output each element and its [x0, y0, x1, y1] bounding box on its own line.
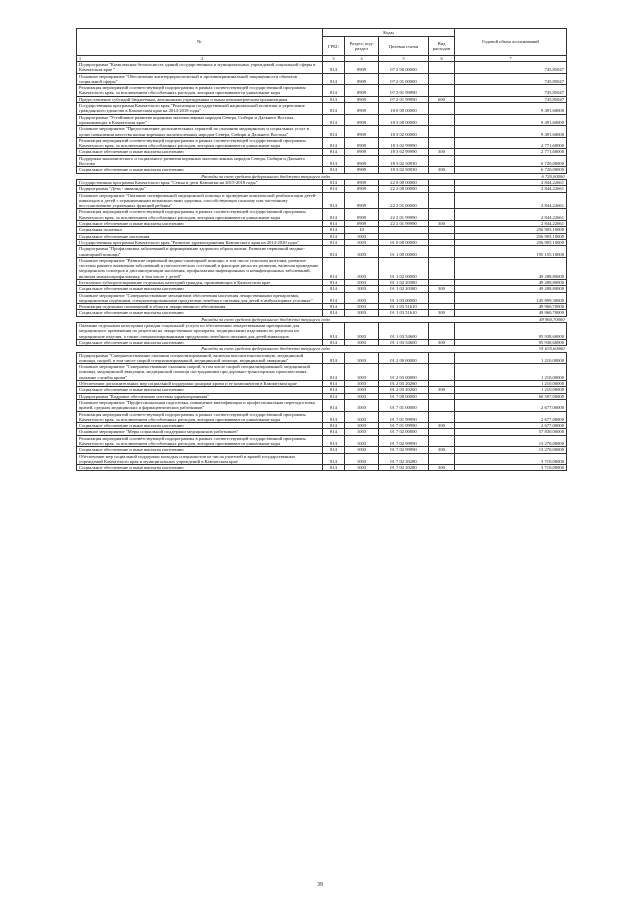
row-expense-type: 300 [429, 447, 455, 453]
row-sum: 745,85047 [455, 96, 567, 102]
row-expense-type: 300 [429, 339, 455, 345]
row-grbs: 814 [323, 423, 345, 429]
row-sum: 2 844,22661 [455, 179, 567, 185]
row-razdel: 0909 [345, 137, 379, 149]
row-target-article: 01 7 02 20280 [379, 465, 429, 471]
row-sum: 256 905,10000 [455, 233, 567, 239]
row-razdel: 1003 [345, 435, 379, 447]
row-grbs: 814 [323, 387, 345, 393]
row-target-article: 01 1 02 20380 [379, 279, 429, 285]
row-grbs: 814 [323, 453, 345, 465]
row-expense-type [429, 137, 455, 149]
table-row [77, 323, 567, 340]
row-razdel: 1003 [345, 429, 379, 435]
row-grbs: 814 [323, 209, 345, 221]
row-target-article: 01 1 00 00000 [379, 246, 429, 258]
row-sum: 1 210,00000 [455, 387, 567, 393]
table-row [77, 62, 567, 74]
row-target-article: 01 7 02 99990 [379, 435, 429, 447]
note-text: Расходы за счет средств федерального бюджета текущего года [77, 316, 455, 322]
row-sum: 2 844,22661 [455, 192, 567, 209]
row-razdel: 1003 [345, 246, 379, 258]
row-sum: 95 938,60000 [455, 339, 567, 345]
row-target-article: 01 7 02 20280 [379, 453, 429, 465]
row-name: Государственная программа Камчатского края "Развитие здравоохранения Камчатского края на 2014-2020 годы" [77, 239, 323, 245]
table-row [77, 103, 567, 115]
row-expense-type: 300 [429, 387, 455, 393]
row-expense-type [429, 192, 455, 209]
row-razdel: 1003 [345, 339, 379, 345]
row-name: Социальное обеспечение и иные выплаты населению [77, 447, 323, 453]
row-name: Государственная программа Камчатского края "Реализация государственной национальной политики и укрепление гражданского единства в Камчатском крае на 2014-2018 годы" [77, 103, 323, 115]
table-row [77, 126, 567, 138]
row-name: Социальное обеспечение и иные выплаты населению [77, 465, 323, 471]
row-razdel: 1003 [345, 381, 379, 387]
row-expense-type [429, 114, 455, 126]
row-expense-type [429, 435, 455, 447]
row-target-article: 07 2 01 00000 [379, 73, 429, 85]
row-target-article: 01 1 03 51610 [379, 304, 429, 310]
note-sum: 49 960,70000 [455, 316, 567, 322]
row-name: Реализация мероприятий соответствующей подпрограммы в рамках соответствующей государственной программы Камчатского края, за исключением обособленных расходов, которым присваиваются уникальные коды [77, 85, 323, 97]
row-name: Основное мероприятие "Совершенствование оказания скорой, в том числе скорой специализированной, медицинской помощи, медицинской эвакуации, медицинской помощи пострадавшим при дорожно-транспортных происшествиях, оказание службы крови" [77, 364, 323, 381]
row-sum: 2 844,22661 [455, 186, 567, 192]
header-cs: Целевая статья [379, 37, 429, 56]
row-expense-type: 300 [429, 149, 455, 155]
row-expense-type [429, 103, 455, 115]
row-sum: 1 210,00000 [455, 352, 567, 364]
row-target-article: 01 2 03 20260 [379, 381, 429, 387]
row-target-article: 18 3 00 00000 [379, 114, 429, 126]
row-sum: 256 905,10000 [455, 227, 567, 233]
row-grbs: 814 [323, 62, 345, 74]
row-sum: 256 905,10000 [455, 239, 567, 245]
row-grbs: 814 [323, 114, 345, 126]
row-name: Социальное обеспечение и иные выплаты населению [77, 387, 323, 393]
row-target-article: 07 2 01 99990 [379, 96, 429, 102]
row-name: Реализация мероприятий соответствующей подпрограммы в рамках соответствующей государственной программы Камчатского края, за исключением обособленных расходов, которым присваиваются уникальные коды [77, 209, 323, 221]
row-razdel: 0909 [345, 179, 379, 185]
row-name: Подпрограмма "Дети - инвалиды" [77, 186, 323, 192]
row-name: Основное мероприятие "Обеспечение антитеррористической и противокриминальной защищенности объектов социальной сферы" [77, 73, 323, 85]
row-razdel: 0909 [345, 114, 379, 126]
column-index-1: 1 [79, 56, 82, 61]
row-expense-type: 300 [429, 465, 455, 471]
row-name: Бесплатное зубопротезирование отдельных категорий граждан, проживающих в Камчатском крае [77, 279, 323, 285]
row-grbs: 814 [323, 192, 345, 209]
row-sum: 1 210,00000 [455, 381, 567, 387]
row-razdel: 1003 [345, 411, 379, 423]
table-row [77, 465, 567, 471]
row-sum: 49 960,70000 [455, 304, 567, 310]
row-name: Социальное обеспечение и иные выплаты населению [77, 423, 323, 429]
row-name: Подпрограмма "Совершенствование оказания специализированной, включая высокотехнологичную, медицинской помощи, скорой, в том числе скорой специализированной, медицинской помощи, медицинской эвакуации" [77, 352, 323, 364]
row-target-article: 01 1 03 54600 [379, 323, 429, 340]
row-target-article: 18 3 02 99990 [379, 149, 429, 155]
row-grbs: 814 [323, 435, 345, 447]
row-expense-type: 300 [429, 286, 455, 292]
table-row [77, 137, 567, 149]
row-razdel: 1003 [345, 364, 379, 381]
row-name: Поддержка экономического и социального развития коренных малочисленных народов Севера, Сибири и Дальнего Востока [77, 155, 323, 167]
row-target-article: 07 2 00 00000 [379, 62, 429, 74]
row-sum: 2 844,22661 [455, 221, 567, 227]
header-num: № [77, 29, 323, 56]
row-grbs: 814 [323, 323, 345, 340]
row-name: Предоставление субсидий бюджетным, автономным учреждениям и иным некоммерческим организациям [77, 96, 323, 102]
row-name: Социальное обеспечение и иные выплаты населению [77, 221, 323, 227]
row-expense-type [429, 399, 455, 411]
row-name: Основное мероприятие "Меры социальной поддержки медицинских работников" [77, 429, 323, 435]
row-grbs: 814 [323, 279, 345, 285]
row-grbs: 814 [323, 465, 345, 471]
row-expense-type: 300 [429, 221, 455, 227]
row-target-article: 01 7 02 00000 [379, 429, 429, 435]
row-razdel: 0909 [345, 126, 379, 138]
row-target-article: 01 2 00 00000 [379, 352, 429, 364]
row-target-article: 01 0 00 00000 [379, 239, 429, 245]
row-name: Социальная политика [77, 227, 323, 233]
note-text: Расходы за счет средств федерального бюджета текущего года [77, 346, 455, 352]
row-name: Социальное обеспечение и иные выплаты населению [77, 149, 323, 155]
row-expense-type [429, 85, 455, 97]
row-razdel: 0909 [345, 149, 379, 155]
row-grbs: 814 [323, 292, 345, 304]
row-sum: 6 720,00000 [455, 155, 567, 167]
row-razdel: 0909 [345, 155, 379, 167]
row-target-article: 18 3 02 50930 [379, 155, 429, 167]
row-target-article: 18 3 02 00000 [379, 126, 429, 138]
row-sum: 745,85047 [455, 85, 567, 97]
row-name: Оказание отдельным категориям граждан социальной услуги по обеспечению лекарственными препаратами для медицинского применения по рецептам на лекарственные препараты, медицинскими изделиями по рецептам на медицинские изделия, а также специализированными продуктами лечебного питания для детей-инвалидов [77, 323, 323, 340]
row-razdel: 1003 [345, 292, 379, 304]
row-grbs: 814 [323, 73, 345, 85]
row-sum: 3 710,00000 [455, 465, 567, 471]
row-grbs: 814 [323, 186, 345, 192]
row-target-article: 01 7 02 99990 [379, 447, 429, 453]
row-expense-type [429, 257, 455, 279]
row-expense-type: 600 [429, 96, 455, 102]
row-target-article: 22 2 01 99990 [379, 221, 429, 227]
row-name: Социальное обеспечение и иные выплаты населению [77, 286, 323, 292]
row-razdel: 1003 [345, 239, 379, 245]
row-grbs: 814 [323, 352, 345, 364]
row-grbs: 814 [323, 103, 345, 115]
row-expense-type [429, 453, 455, 465]
row-target-article: 01 7 00 00000 [379, 393, 429, 399]
row-sum: 49 288,80000 [455, 286, 567, 292]
note-sum: 6 720,00000 [455, 173, 567, 179]
row-name: Обеспечение дополнительных мер социальной поддержки донорам крови и ее компонентов в Камчатском крае [77, 381, 323, 387]
row-grbs: 814 [323, 155, 345, 167]
row-target-article: 01 7 01 99990 [379, 423, 429, 429]
row-grbs: 814 [323, 286, 345, 292]
row-razdel: 0909 [345, 221, 379, 227]
row-razdel: 0909 [345, 62, 379, 74]
budget-table [76, 28, 567, 471]
row-target-article: 22 0 00 00000 [379, 179, 429, 185]
row-sum: 2 771,60000 [455, 149, 567, 155]
row-target-article: 22 2 00 00000 [379, 186, 429, 192]
row-razdel: 0909 [345, 186, 379, 192]
row-target-article: 18 3 02 50930 [379, 167, 429, 173]
row-sum: 49 288,80000 [455, 279, 567, 285]
row-razdel: 1003 [345, 233, 379, 239]
table-row [77, 352, 567, 364]
row-sum: 6 720,00000 [455, 167, 567, 173]
row-name: Основное мероприятие "Оказание своевременной медицинской помощи и проведение комплексной реабилитации детей-инвалидов и детей с ограниченными возможностями здоровья, способствующих полному или частичному восстановлению утраченных функций ребенка" [77, 192, 323, 209]
row-name: Социальное обеспечение населения [77, 233, 323, 239]
row-target-article: 01 1 03 00000 [379, 292, 429, 304]
row-expense-type: 300 [429, 310, 455, 316]
row-name: Реализация мероприятий соответствующей подпрограммы в рамках соответствующей государственной программы Камчатского края, за исключением обособленных расходов, которым присваиваются уникальные коды [77, 435, 323, 447]
table-row [77, 246, 567, 258]
row-target-article: 01 2 03 20260 [379, 387, 429, 393]
row-razdel: 1003 [345, 453, 379, 465]
row-razdel: 1003 [345, 393, 379, 399]
row-expense-type [429, 352, 455, 364]
row-name: Подпрограмма "Устойчивое развитие коренных малочисленных народов Севера, Сибири и Дальнего Востока, проживающих в Камчатском крае" [77, 114, 323, 126]
row-grbs: 814 [323, 96, 345, 102]
row-expense-type [429, 323, 455, 340]
row-target-article: 01 1 02 20380 [379, 286, 429, 292]
table-row [77, 155, 567, 167]
row-grbs: 814 [323, 399, 345, 411]
header-codes: Коды [323, 29, 455, 37]
column-index-3: 3 [323, 56, 345, 62]
row-grbs: 814 [323, 233, 345, 239]
row-sum: 2 677,00000 [455, 423, 567, 429]
row-sum: 2 677,00000 [455, 399, 567, 411]
column-index-5: 5 [379, 56, 429, 62]
row-grbs: 814 [323, 167, 345, 173]
row-expense-type [429, 411, 455, 423]
row-grbs: 814 [323, 393, 345, 399]
row-grbs: 814 [323, 227, 345, 233]
row-grbs: 814 [323, 126, 345, 138]
row-grbs: 814 [323, 381, 345, 387]
table-row [77, 73, 567, 85]
note-sum: 91 635,60000 [455, 346, 567, 352]
row-grbs: 814 [323, 339, 345, 345]
column-index-4: 4 [345, 56, 379, 62]
row-razdel: 1003 [345, 352, 379, 364]
row-name: Обеспечение мер социальной поддержки молодых специалистов из числа учителей и врачей государственных учреждений Камчатского края и муниципальных учреждений в Камчатском крае [77, 453, 323, 465]
row-grbs: 814 [323, 246, 345, 258]
row-sum: 3 710,00000 [455, 453, 567, 465]
row-name: Реализация отдельных полномочий в области лекарственного обеспечения [77, 304, 323, 310]
row-target-article: 01 7 01 99990 [379, 411, 429, 423]
header-grbs: ГРБС [323, 37, 345, 56]
row-grbs: 814 [323, 310, 345, 316]
row-expense-type [429, 126, 455, 138]
row-razdel: 1003 [345, 323, 379, 340]
row-sum: 745,85047 [455, 73, 567, 85]
row-sum: 1 210,00000 [455, 364, 567, 381]
table-row [77, 411, 567, 423]
row-razdel: 10 [345, 227, 379, 233]
row-grbs: 814 [323, 221, 345, 227]
row-name: Социальное обеспечение и иные выплаты населению [77, 339, 323, 345]
header-sum: Годовой объем ассигнований [455, 29, 567, 56]
row-grbs: 814 [323, 179, 345, 185]
row-expense-type [429, 73, 455, 85]
row-name: Подпрограмма "Кадровое обеспечение системы здравоохранения" [77, 393, 323, 399]
row-razdel: 1003 [345, 399, 379, 411]
row-target-article: 22 2 01 00000 [379, 192, 429, 209]
row-expense-type [429, 246, 455, 258]
row-razdel: 0909 [345, 103, 379, 115]
table-body [77, 56, 567, 471]
row-grbs: 814 [323, 447, 345, 453]
row-sum: 9 491,60000 [455, 103, 567, 115]
table-row [77, 209, 567, 221]
row-expense-type [429, 292, 455, 304]
row-name: Подпрограмма "Профилактика заболеваний и формирование здорового образа жизни. Развитие первичной медико-санитарной помощи" [77, 246, 323, 258]
column-index-6: 6 [429, 56, 455, 62]
row-sum: 60 507,00000 [455, 393, 567, 399]
row-razdel: 1003 [345, 286, 379, 292]
row-target-article: 07 2 01 99990 [379, 85, 429, 97]
row-grbs: 814 [323, 304, 345, 310]
row-razdel: 1003 [345, 257, 379, 279]
page-number: 39 [317, 882, 323, 888]
row-name: Социальное обеспечение и иные выплаты населению [77, 167, 323, 173]
row-sum: 57 830,00000 [455, 429, 567, 435]
row-sum: 13 270,00000 [455, 447, 567, 453]
row-target-article: 01 1 03 54600 [379, 339, 429, 345]
row-name: Подпрограмма "Комплексная безопасность зданий государственных и муниципальных учреждений социальной сферы в Камчатском крае " [77, 62, 323, 74]
row-target-article: 01 1 03 51610 [379, 310, 429, 316]
row-razdel: 1003 [345, 465, 379, 471]
row-target-article: 18 0 00 00000 [379, 103, 429, 115]
row-target-article: 18 3 02 99990 [379, 137, 429, 149]
row-sum: 9 491,60000 [455, 126, 567, 138]
row-expense-type [429, 209, 455, 221]
row-razdel: 1003 [345, 279, 379, 285]
row-razdel: 1003 [345, 304, 379, 310]
table-row [77, 292, 567, 304]
row-sum: 2 844,22661 [455, 209, 567, 221]
row-expense-type: 300 [429, 423, 455, 429]
row-grbs: 814 [323, 239, 345, 245]
row-name: Основное мероприятие "Предоставление дополнительных гарантий по оказанию медицинских и социальных услуг в целях повышения качества жизни коренных малочисленных народов Севера, Сибири и Дальнего Востока" [77, 126, 323, 138]
row-sum: 2 677,00000 [455, 411, 567, 423]
row-sum: 49 288,80000 [455, 257, 567, 279]
header-vid: Вид расходов [429, 37, 455, 56]
row-razdel: 0909 [345, 73, 379, 85]
row-expense-type: 300 [429, 167, 455, 173]
row-razdel: 1003 [345, 387, 379, 393]
row-razdel: 0909 [345, 167, 379, 173]
note-text: Расходы за счет средств федерального бюджета текущего года [77, 173, 455, 179]
row-grbs: 814 [323, 149, 345, 155]
table-row [77, 453, 567, 465]
header-razdel: Раздел, под-раздел [345, 37, 379, 56]
row-expense-type [429, 364, 455, 381]
table-row [77, 192, 567, 209]
column-index-2: 2 [201, 56, 204, 61]
row-name: Основное мероприятие "Развитие первичной медико-санитарной помощи, в том числе сельским жителям, развитие системы раннего выявления заболеваний и патологических состояний и факторов риска их развития, включая проведение медицинских осмотров и диспансеризации населения, профилактика инфекционных и неинфекционных заболеваний, включая иммунопрофилактику, в том числе у детей" [77, 257, 323, 279]
table-row [77, 399, 567, 411]
table-row [77, 85, 567, 97]
row-expense-type [429, 62, 455, 74]
row-expense-type [429, 155, 455, 167]
row-target-article: 01 2 03 00000 [379, 364, 429, 381]
row-razdel: 0909 [345, 85, 379, 97]
table-row [77, 435, 567, 447]
row-name: Государственная программа Камчатского края "Семья и дети Камчатки на 2015-2018 годы" [77, 179, 323, 185]
row-grbs: 814 [323, 429, 345, 435]
row-sum: 145 899,30000 [455, 292, 567, 304]
row-name: Основное мероприятие "Профессиональная подготовка, повышение квалификации и профессиональная переподготовка врачей, средних медицинских и фармацевтических работников" [77, 399, 323, 411]
row-grbs: 814 [323, 85, 345, 97]
row-name: Основное мероприятие "Совершенствование механизмов обеспечения населения лекарственными препаратами, медицинскими изделиями, специализированными продуктами лечебного питания для детей в амбулаторных условиях" [77, 292, 323, 304]
row-razdel: 1003 [345, 423, 379, 429]
row-grbs: 814 [323, 257, 345, 279]
row-sum: 2 771,60000 [455, 137, 567, 149]
row-target-article: 01 7 01 00000 [379, 399, 429, 411]
row-grbs: 814 [323, 364, 345, 381]
row-sum: 195 155,10000 [455, 246, 567, 258]
row-razdel: 1003 [345, 447, 379, 453]
row-grbs: 814 [323, 411, 345, 423]
row-razdel: 0909 [345, 209, 379, 221]
row-sum: 95 938,60000 [455, 323, 567, 340]
row-target-article: 01 1 02 00000 [379, 257, 429, 279]
row-grbs: 814 [323, 137, 345, 149]
table-row [77, 257, 567, 279]
row-name: Реализация мероприятий соответствующей подпрограммы в рамках соответствующей государственной программы Камчатского края, за исключением обособленных расходов, которым присваиваются уникальные коды [77, 137, 323, 149]
row-sum: 49 960,70000 [455, 310, 567, 316]
row-name: Социальное обеспечение и иные выплаты населению [77, 310, 323, 316]
row-razdel: 0909 [345, 96, 379, 102]
table-row [77, 114, 567, 126]
row-sum: 13 270,00000 [455, 435, 567, 447]
row-sum: 745,85047 [455, 62, 567, 74]
table-row [77, 364, 567, 381]
row-target-article: 22 2 01 99990 [379, 209, 429, 221]
column-index-7: 7 [455, 56, 567, 62]
row-sum: 9 491,60000 [455, 114, 567, 126]
row-name: Реализация мероприятий соответствующей подпрограммы в рамках соответствующей государственной программы Камчатского края, за исключением обособленных расходов, которым присваиваются уникальные коды [77, 411, 323, 423]
row-razdel: 0909 [345, 192, 379, 209]
budget-table-sheet [76, 28, 566, 471]
row-razdel: 1003 [345, 310, 379, 316]
